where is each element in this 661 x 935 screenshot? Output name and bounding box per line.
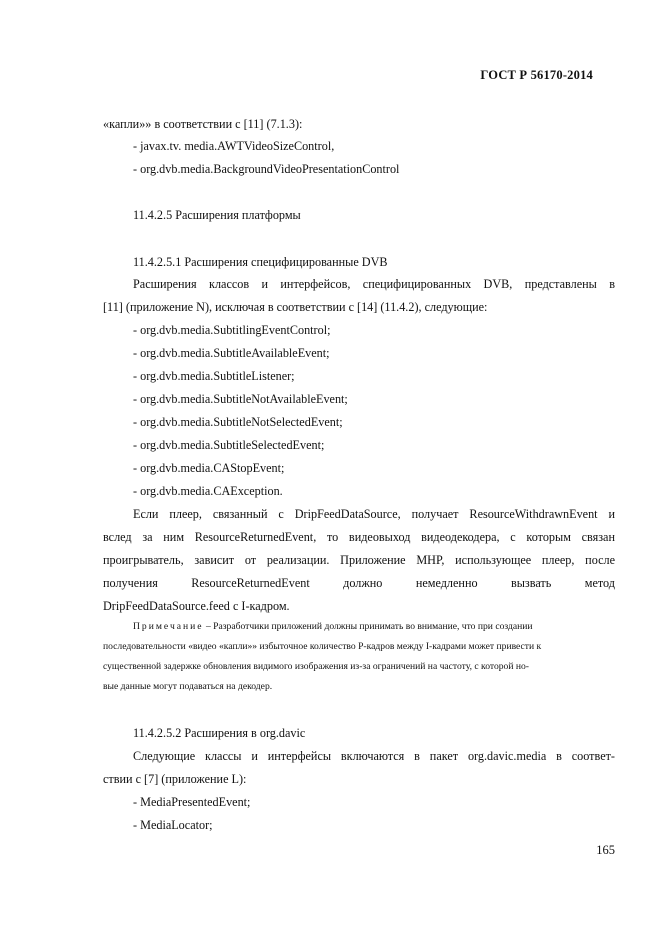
list-item: - org.dvb.media.BackgroundVideoPresentationControl bbox=[133, 162, 400, 176]
list-item: - org.dvb.media.SubtitleAvailableEvent; bbox=[133, 346, 330, 360]
paragraph-line: ствии с [7] (приложение L): bbox=[103, 772, 247, 786]
list-item: - org.dvb.media.SubtitleNotSelectedEvent; bbox=[133, 415, 343, 429]
note-label: Примечание bbox=[133, 621, 204, 632]
list-item: - javax.tv. media.AWTVideoSizeControl, bbox=[133, 139, 335, 153]
note-line: последовательности «видео «капли»» избыточное количество P-кадров между I-кадрами может привести к bbox=[103, 641, 542, 652]
paragraph-line: вслед за ним ResourceReturnedEvent, то видеовыход видеодекодера, с которым связан bbox=[103, 530, 615, 544]
list-item: - MediaLocator; bbox=[133, 818, 213, 832]
list-item: - org.dvb.media.SubtitlingEventControl; bbox=[133, 323, 331, 337]
list-item: - org.dvb.media.SubtitleNotAvailableEvent; bbox=[133, 392, 348, 406]
paragraph-line: получения ResourceReturnedEvent должно немедленно вызвать метод bbox=[103, 576, 615, 590]
standard-header: ГОСТ Р 56170-2014 bbox=[480, 68, 593, 82]
list-item: - org.dvb.media.CAException. bbox=[133, 484, 283, 498]
page-number: 165 bbox=[596, 843, 615, 857]
paragraph-line: [11] (приложение N), исключая в соответствии с [14] (11.4.2), следующие: bbox=[103, 300, 488, 314]
list-item: - org.dvb.media.CAStopEvent; bbox=[133, 461, 285, 475]
note-line bbox=[133, 621, 615, 633]
note-text: – Разработчики приложений должны принимать во внимание, что при создании bbox=[203, 621, 533, 632]
paragraph-line: Расширения классов и интерфейсов, специфицированных DVB, представлены в bbox=[133, 277, 615, 291]
paragraph-line: DripFeedDataSource.feed с I-кадром. bbox=[103, 599, 290, 613]
section-heading: 11.4.2.5.2 Расширения в org.davic bbox=[133, 726, 306, 740]
list-item: - MediaPresentedEvent; bbox=[133, 795, 251, 809]
paragraph-line: проигрыватель, зависит от реализации. Приложение MHP, использующее плеер, после bbox=[103, 553, 615, 567]
text-line: «капли»» в соответствии с [11] (7.1.3): bbox=[103, 117, 303, 131]
note-line: вые данные могут подаваться на декодер. bbox=[103, 681, 273, 692]
list-item: - org.dvb.media.SubtitleSelectedEvent; bbox=[133, 438, 325, 452]
paragraph-line: Следующие классы и интерфейсы включаются в пакет org.davic.media в соответ- bbox=[133, 749, 615, 763]
section-heading: 11.4.2.5 Расширения платформы bbox=[133, 208, 301, 222]
section-heading: 11.4.2.5.1 Расширения специфицированные DVB bbox=[133, 255, 388, 269]
list-item: - org.dvb.media.SubtitleListener; bbox=[133, 369, 295, 383]
paragraph-line: Если плеер, связанный с DripFeedDataSource, получает ResourceWithdrawnEvent и bbox=[133, 507, 615, 521]
note-line: существенной задержке обновления видимого изображения из-за ограничений на частоту, с которой но- bbox=[103, 661, 529, 672]
